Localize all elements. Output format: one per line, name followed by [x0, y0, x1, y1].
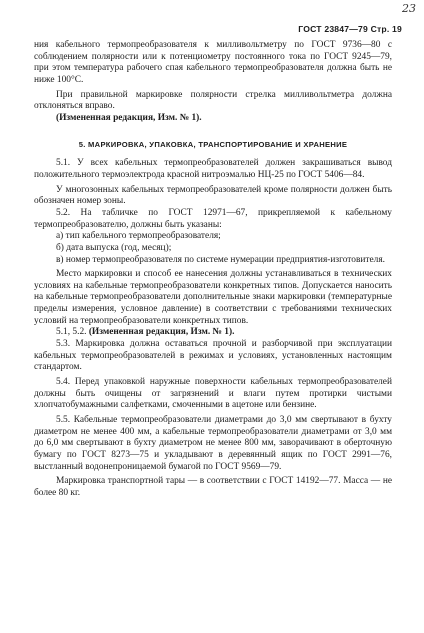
page-header: [298, 24, 402, 34]
amendment-clauses: 5.1, 5.2.: [56, 327, 87, 338]
clause-5-5: 5.5. Кабельные термопреобразователи диаметрами до 3,0 мм свертывают в бухту диаметром не менее 400 мм, а кабельные термопреобразователи диаметрами от 3,0 мм до 6,0 мм свертывают в бухту диаметром не менее 800 мм, заворачивают в оберточную бумагу по ГОСТ 8273—75 и укладывают в деревянный ящик по ГОСТ 2991—76, выстланный водонепроницаемой бумагой по ГОСТ 9569—79.: [34, 415, 392, 472]
list-item-c: в) номер термопреобразователя по системе нумерации предприятия-изготовителя.: [56, 254, 385, 265]
paragraph-transport-marking: Маркировка транспортной тары — в соответствии с ГОСТ 14192—77. Масса — не более 80 кг.: [34, 476, 392, 498]
document-body: [34, 40, 392, 500]
amendment-note-1: (Измененная редакция, Изм. № 1).: [56, 112, 202, 123]
paragraph-marking-place: Место маркировки и способ ее нанесения должны устанавливаться в технических условиях на кабельные термопреобразователи конкретных типов. Допускается наносить на кабельные термопреобразователи дополнительные знаки маркировки (температурные пределы измерения, условное давление) в соответствии с требованиями технических условий на термопреобразователи конкретных типов.: [34, 269, 392, 326]
intro-paragraph-2: При правильной маркировке полярности стрелка милливольтметра должна отклоняться вправо.: [34, 89, 392, 112]
intro-paragraph-1: ния кабельного термопреобразователя к милливольтметру по ГОСТ 9736—80 с соблюдением полярности или к потенциометру постоянного тока по ГОСТ 9245—79, при этом температура рабочего спая кабельного термопреобразователя должна быть не ниже 100°С.: [34, 40, 392, 85]
clause-5-3: 5.3. Маркировка должна оставаться прочной и разборчивой при эксплуатации кабельных термопреобразователей в режимах и условиях, установленных настоящим стандартом.: [34, 339, 392, 373]
clause-5-4: 5.4. Перед упаковкой наружные поверхности кабельных термопреобразователей должны быть очищены от загрязнений и влаги путем протирки чистыми хлопчатобумажными салфетками, смоченными в ацетоне или бензине.: [34, 377, 392, 411]
standard-number: ГОСТ 23847—79: [298, 24, 368, 34]
list-item-b: б) дата выпуска (год, месяц);: [56, 242, 172, 253]
paragraph-multizone: У многозонных кабельных термопреобразователей кроме полярности должен быть обозначен номер зоны.: [34, 184, 392, 207]
amendment-note-2: [34, 327, 392, 339]
clause-5-2: 5.2. На табличке по ГОСТ 12971—67, прикрепляемой к кабельному термопреобразователю, должны быть указаны:: [34, 207, 392, 230]
handwritten-page-mark: 23: [402, 2, 416, 15]
clause-5-1: 5.1. У всех кабельных термопреобразователей должен закрашиваться вывод положительного термоэлектрода красной нитроэмалью НЦ-25 по ГОСТ 5406—84.: [34, 158, 392, 180]
amendment-text: (Измененная редакция, Изм. № 1).: [88, 327, 235, 338]
list-item-a: а) тип кабельного термопреобразователя;: [56, 231, 221, 242]
section-title: 5. МАРКИРОВКА, УПАКОВКА, ТРАНСПОРТИРОВАНИЕ И ХРАНЕНИЕ: [78, 139, 348, 149]
page-number: Стр. 19: [370, 24, 402, 34]
